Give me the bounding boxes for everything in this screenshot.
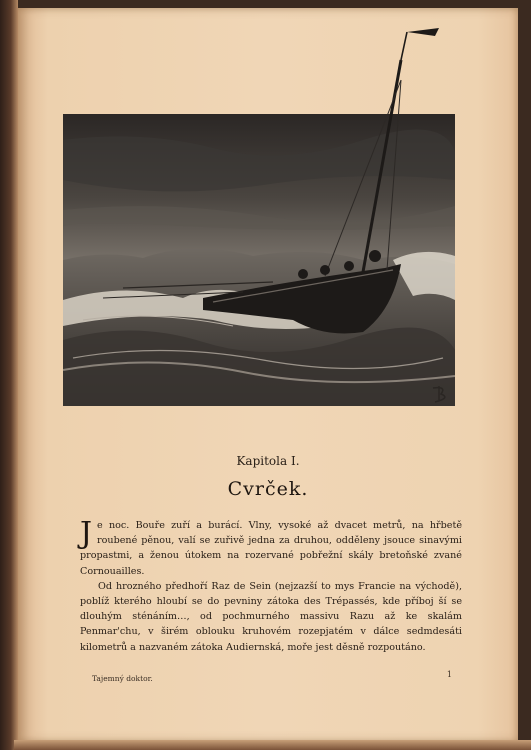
paragraph-1 [80, 518, 462, 579]
footer-signature: Tajemný doktor. [92, 674, 153, 683]
paragraph-2: Od hrozného předhoří Raz de Sein (nejzazší to mys Francie na východě), poblíž kterého hloubí se do pevniny zátoka des Trépassés, kde příboj ší se dlouhým sténáním…, od pochmurného massivu Razu až ke skalám Penmar'chu, v širém oblouku kruhovém rozepjatém v dálce sedmdesáti kilometrů a nazvaném zátoka Audiernská, moře jest děsně rozpoutáno. [80, 580, 462, 653]
sheet-number: 1 [446, 670, 452, 679]
paragraph-1-text: e noc. Bouře zuří a burácí. Vlny, vysoké až dvacet metrů, na hřbetě roubené pěnou, valí se zuřivě jedna za druhou, odděleny jsouce sinavými propastmi, a ženou útokem na rozervané pobřežní skály bretoňské zvané Cornouailles. [80, 520, 462, 577]
sailboat-in-storm-illustration [63, 20, 455, 412]
chapter-title: Cvrček. [227, 478, 309, 500]
page-bottom-edge [14, 740, 531, 750]
book-spine-shadow [0, 0, 18, 750]
chapter-label: Kapitola I. [236, 454, 300, 468]
book-page [18, 8, 518, 742]
chapter-body [80, 518, 462, 655]
page-footer [92, 670, 452, 688]
drop-cap: J [80, 516, 93, 551]
